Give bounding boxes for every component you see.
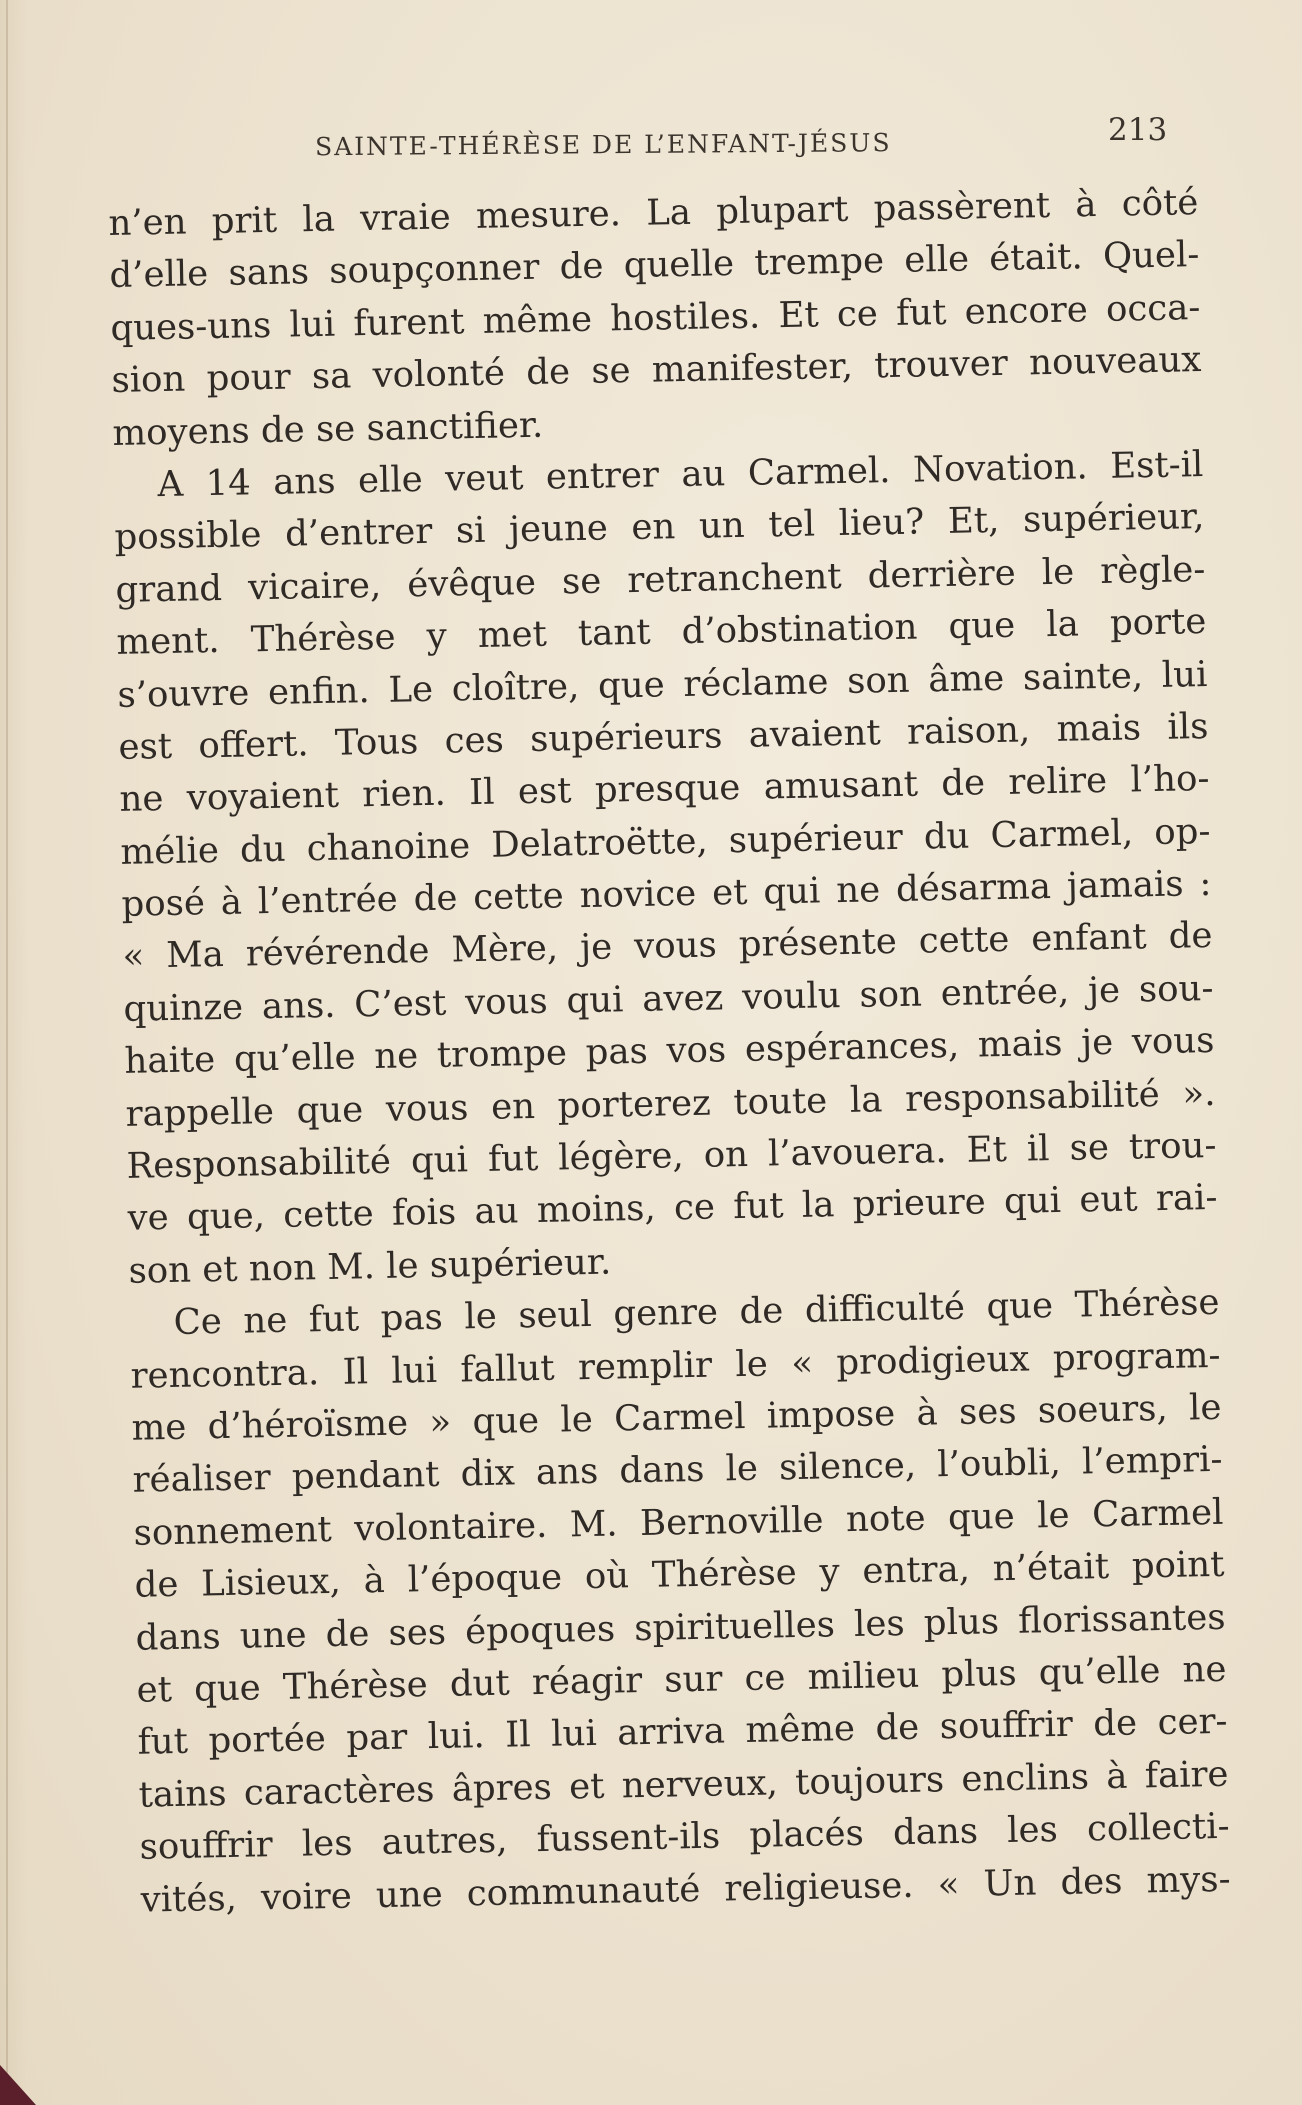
text-line: vités, voire une communauté religieuse. « Un des mys-	[140, 1858, 1231, 1921]
text-line: tains caractères âpres et nerveux, toujours enclins à faire	[138, 1753, 1229, 1816]
page-gutter	[6, 0, 8, 2105]
binding-corner	[0, 2065, 36, 2105]
text-line: me d’héroïsme » que le Carmel impose à ses soeurs, le	[131, 1386, 1222, 1449]
text-line: possible d’entrer si jeune en un tel lieu? Et, supérieur,	[114, 496, 1205, 559]
text-line: fut portée par lui. Il lui arriva même de souffrir de cer-	[137, 1701, 1228, 1764]
text-line: n’en prit la vraie mesure. La plupart passèrent à côté	[108, 182, 1199, 244]
text-line: quinze ans. C’est vous qui avez voulu son entrée, je sou-	[123, 967, 1214, 1030]
text-line: ques-uns lui furent même hostiles. Et ce fut encore occa-	[110, 286, 1201, 349]
text-line: est offert. Tous ces supérieurs avaient raison, mais ils	[118, 705, 1209, 768]
paragraph-start: A 14 ans elle veut entrer au Carmel. Novation. Est-il	[157, 443, 1204, 506]
text-line: son et non M. le supérieur.	[128, 1241, 612, 1292]
text-line: et que Thérèse dut réagir sur ce milieu plus qu’elle ne	[136, 1648, 1227, 1711]
paragraph-start: Ce ne fut pas le seul genre de difficulté que Thérèse	[173, 1282, 1220, 1344]
text-line: rencontra. Il lui fallut remplir le « prodigieux program-	[130, 1334, 1221, 1397]
text-line: de Lisieux, à l’époque où Thérèse y entra, n’était point	[134, 1543, 1225, 1606]
page-number: 213	[1108, 112, 1168, 148]
text-line: sion pour sa volonté de se manifester, trouver nouveaux	[111, 339, 1202, 402]
text-line: moyens de se sanctifier.	[112, 404, 544, 454]
text-line: sonnement volontaire. M. Bernoville note que le Carmel	[133, 1491, 1224, 1554]
text-line: grand vicaire, évêque se retranchent derrière le règle-	[115, 548, 1206, 611]
text-line: haite qu’elle ne trompe pas vos espérances, mais je vous	[124, 1020, 1215, 1083]
text-line: ment. Thérèse y met tant d’obstination que la porte	[116, 601, 1207, 664]
text-line: ve que, cette fois au moins, ce fut la prieure qui eut rai-	[127, 1177, 1218, 1240]
text-line: dans une de ses époques spirituelles les plus florissantes	[135, 1596, 1226, 1659]
text-line: d’elle sans soupçonner de quelle trempe elle était. Quel-	[109, 234, 1200, 297]
text-line: souffrir les autres, fussent-ils placés dans les collecti-	[139, 1805, 1230, 1868]
body-text	[108, 177, 1231, 1926]
running-head: SAINTE-THÉRÈSE DE L’ENFANT-JÉSUS	[314, 128, 892, 162]
text-line: « Ma révérende Mère, je vous présente cette enfant de	[122, 915, 1213, 978]
text-line: rappelle que vous en porterez toute la responsabilité ».	[125, 1072, 1216, 1135]
text-line: mélie du chanoine Delatroëtte, supérieur du Carmel, op-	[120, 810, 1211, 873]
text-line: ne voyaient rien. Il est presque amusant de relire l’ho-	[119, 758, 1210, 821]
text-line: réaliser pendant dix ans dans le silence, l’oubli, l’empri-	[132, 1439, 1223, 1502]
text-line: Responsabilité qui fut légère, on l’avouera. Et il se trou-	[126, 1124, 1217, 1187]
text-line: s’ouvre enfin. Le cloître, que réclame son âme sainte, lui	[117, 653, 1208, 716]
text-line: posé à l’entrée de cette novice et qui ne désarma jamais :	[121, 863, 1212, 925]
